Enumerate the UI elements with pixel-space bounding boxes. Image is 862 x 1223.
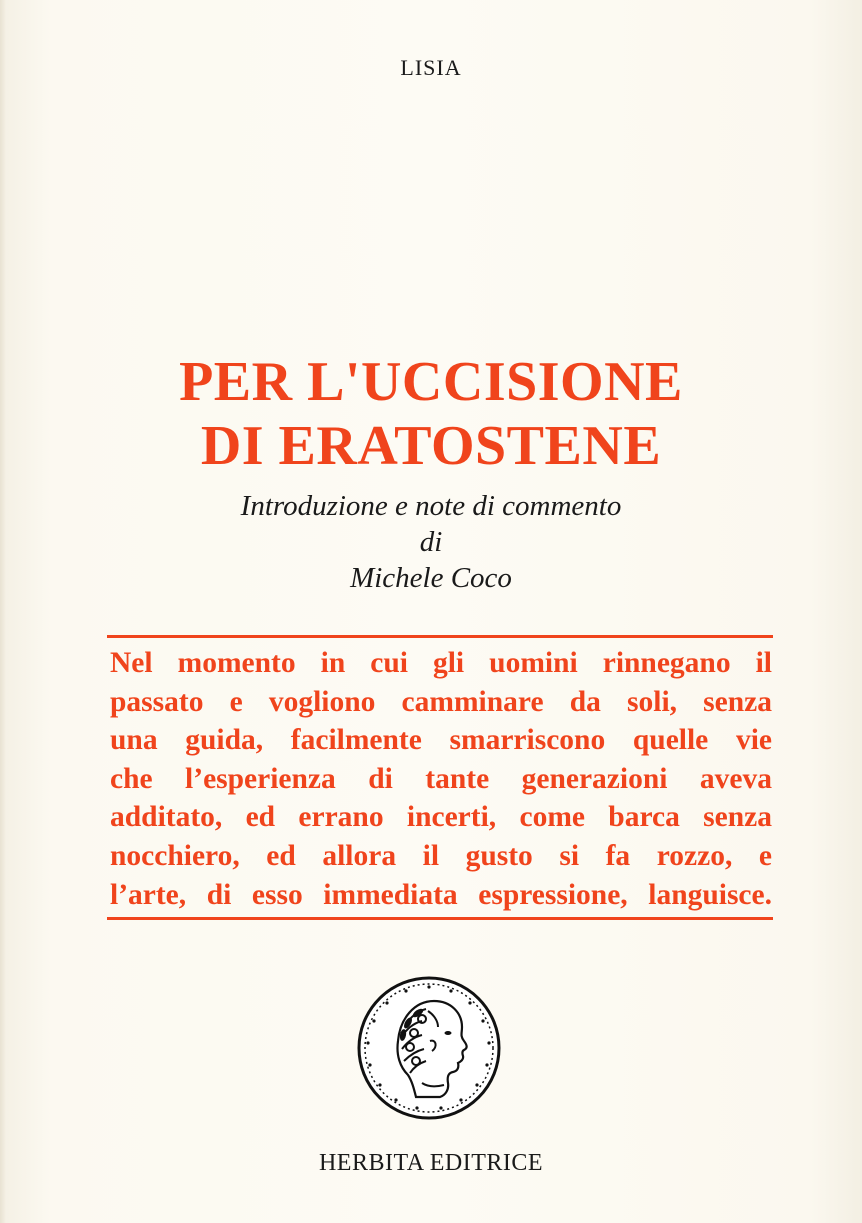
subtitle (0, 488, 862, 596)
quote-line: nocchiero, ed allora il gusto si fa rozzo, e (110, 839, 772, 872)
quote-line: additato, ed errano incerti, come barca senza (110, 801, 772, 834)
quote-line: che l’esperienza di tante generazioni aveva (110, 762, 772, 795)
quote-line: una guida, facilmente smarriscono quelle vie (110, 724, 772, 757)
title-line-2: DI ERATOSTENE (200, 415, 662, 477)
title-line-1: PER L'UCCISIONE (179, 351, 683, 413)
quote-top-rule (107, 635, 773, 638)
epigraph-quote (110, 644, 772, 914)
subtitle-editor: Michele Coco (350, 562, 512, 594)
book-title (0, 350, 862, 478)
subtitle-line-2: di (419, 526, 443, 558)
quote-line: passato e vogliono camminare da soli, senza (110, 685, 772, 718)
author-name: LISIA (400, 55, 462, 80)
publisher-name: HERBITA EDITRICE (318, 1150, 544, 1176)
quote-line: Nel momento in cui gli uomini rinnegano il (110, 647, 772, 679)
quote-line: l’arte, di esso immediata espressione, languisce. (110, 878, 772, 911)
spine-shadow (0, 0, 6, 1223)
subtitle-line-1: Introduzione e note di commento (240, 490, 622, 522)
coin-head-logo-icon (356, 975, 502, 1121)
quote-bottom-rule (107, 917, 773, 920)
